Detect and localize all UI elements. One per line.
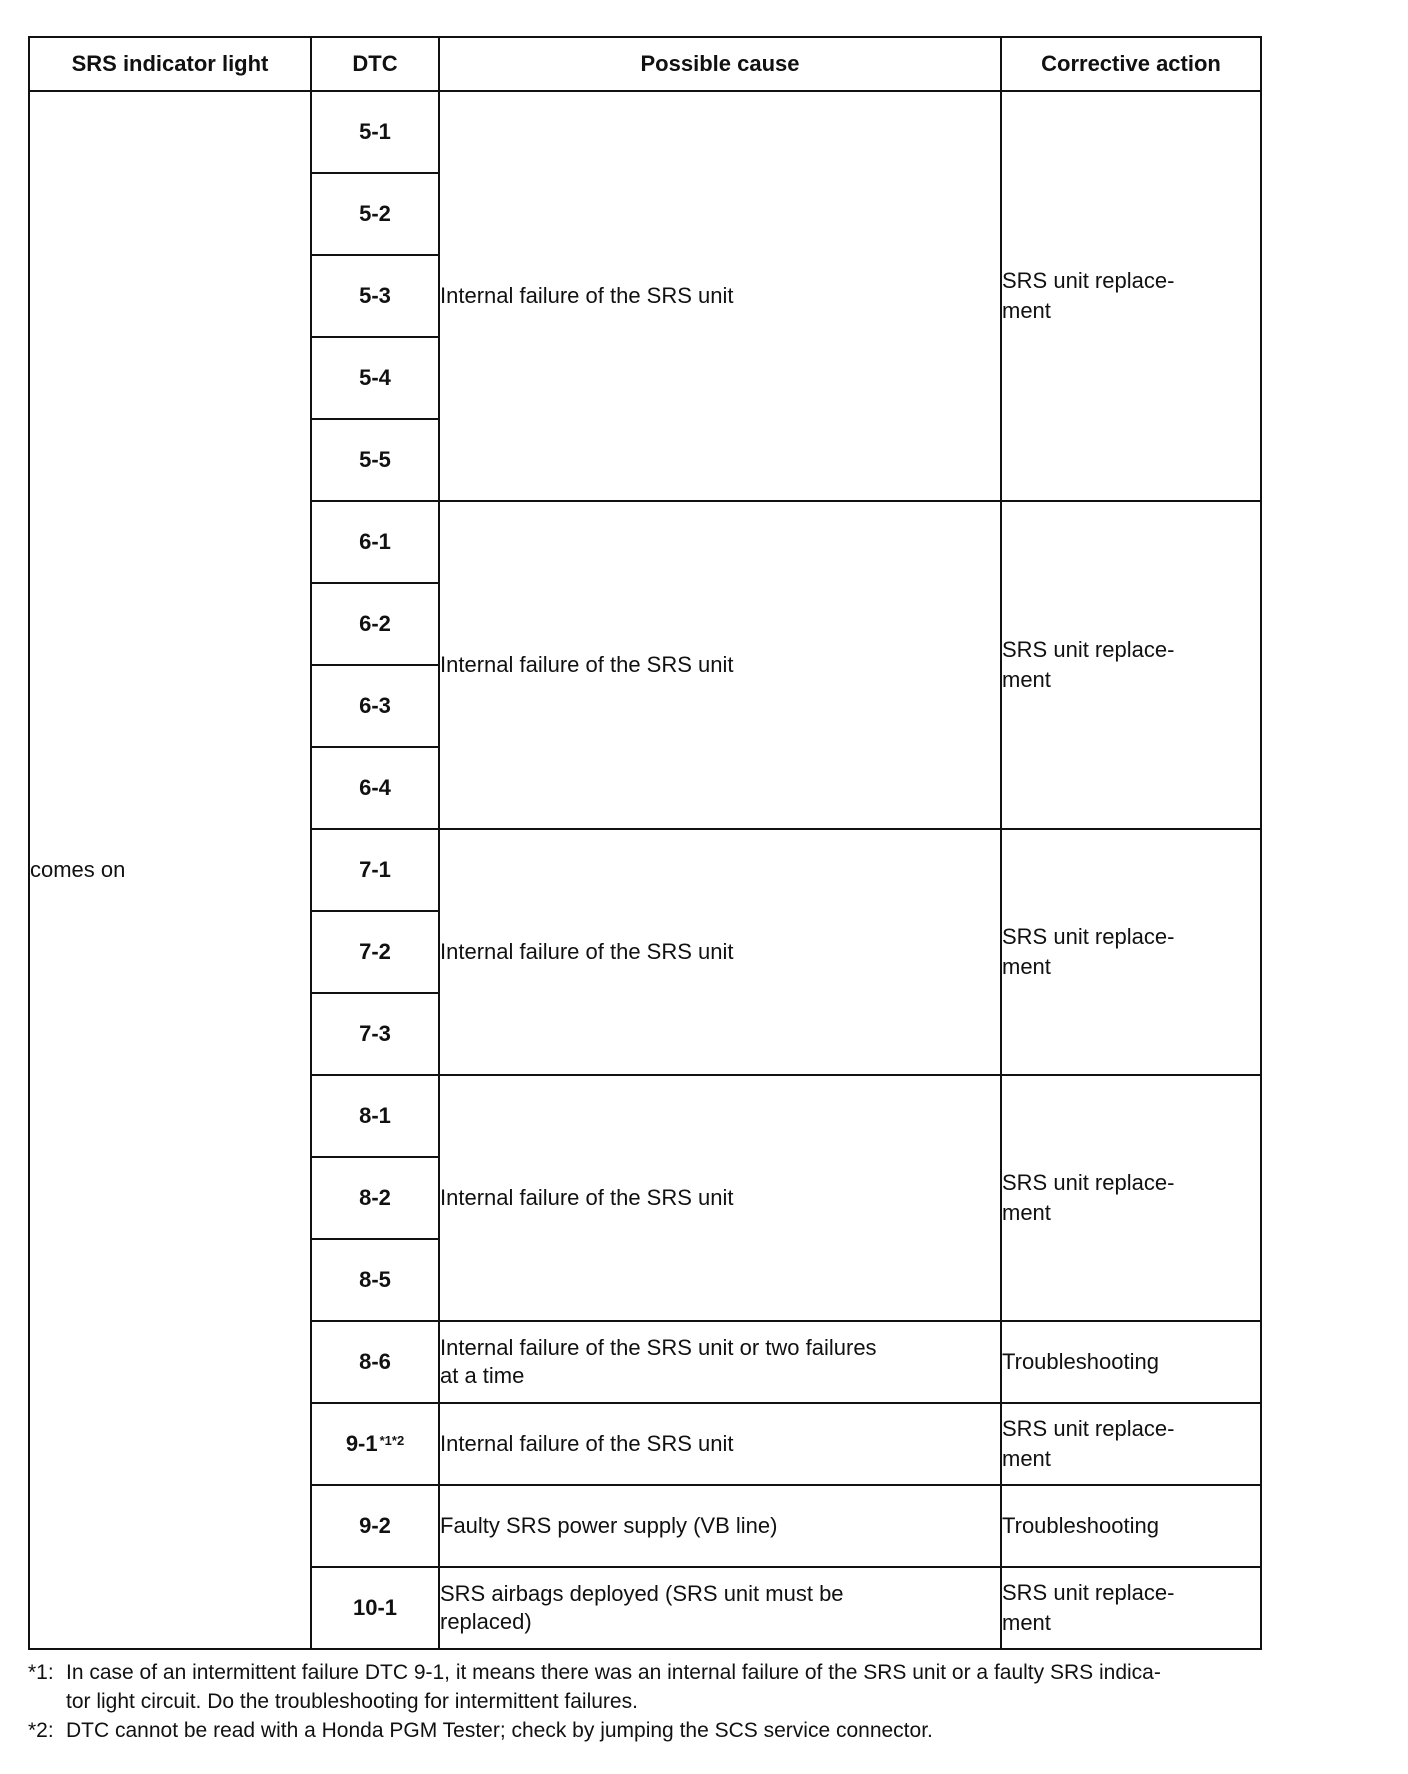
table-row	[29, 91, 1261, 173]
dtc-code: 5-3	[359, 283, 391, 308]
corrective-action-cell: SRS unit replace- ment	[1001, 501, 1261, 829]
possible-cause-cell: Internal failure of the SRS unit	[439, 91, 1001, 501]
dtc-cell	[311, 173, 439, 255]
dtc-cell	[311, 1239, 439, 1321]
dtc-cell	[311, 1485, 439, 1567]
dtc-cell	[311, 255, 439, 337]
dtc-cell	[311, 993, 439, 1075]
dtc-code: 8-6	[359, 1349, 391, 1374]
dtc-code: 5-1	[359, 119, 391, 144]
dtc-cell	[311, 829, 439, 911]
dtc-cell	[311, 1157, 439, 1239]
footnotes	[28, 1658, 1260, 1745]
corrective-action-cell: SRS unit replace- ment	[1001, 1567, 1261, 1649]
indicator-status-cell: comes on	[29, 91, 311, 1649]
footnote-2-text: DTC cannot be read with a Honda PGM Tester; check by jumping the SCS service connector.	[66, 1719, 933, 1742]
dtc-cell	[311, 1321, 439, 1403]
dtc-code: 7-2	[359, 939, 391, 964]
corrective-action-cell: SRS unit replace- ment	[1001, 829, 1261, 1075]
corrective-action-cell: SRS unit replace- ment	[1001, 1075, 1261, 1321]
dtc-cell	[311, 583, 439, 665]
dtc-cell	[311, 337, 439, 419]
dtc-code: 8-5	[359, 1267, 391, 1292]
footnote-1-text: In case of an intermittent failure DTC 9-1, it means there was an internal failure of the SRS unit or a faulty SRS indica- tor light circuit. Do the troubleshooting for intermittent failures.	[66, 1661, 1161, 1713]
footnote-1-mark: *1:	[28, 1661, 54, 1684]
possible-cause-cell: Internal failure of the SRS unit	[439, 1075, 1001, 1321]
corrective-action-cell: Troubleshooting	[1001, 1485, 1261, 1567]
possible-cause-cell: Internal failure of the SRS unit	[439, 1403, 1001, 1485]
document	[28, 36, 1260, 1745]
dtc-cell	[311, 91, 439, 173]
dtc-cell	[311, 419, 439, 501]
footnote-1	[28, 1658, 1260, 1716]
possible-cause-cell: Faulty SRS power supply (VB line)	[439, 1485, 1001, 1567]
dtc-code: 8-2	[359, 1185, 391, 1210]
dtc-cell	[311, 911, 439, 993]
possible-cause-cell: Internal failure of the SRS unit	[439, 829, 1001, 1075]
table-body	[29, 91, 1261, 1649]
possible-cause-cell: Internal failure of the SRS unit or two failures at a time	[439, 1321, 1001, 1403]
dtc-code: 6-1	[359, 529, 391, 554]
header-dtc: DTC	[311, 37, 439, 91]
header-srs-indicator-light: SRS indicator light	[29, 37, 311, 91]
dtc-code: 5-2	[359, 201, 391, 226]
dtc-code: 7-1	[359, 857, 391, 882]
dtc-cell	[311, 1567, 439, 1649]
dtc-code: 5-4	[359, 365, 391, 390]
dtc-code: 6-4	[359, 775, 391, 800]
dtc-code: 7-3	[359, 1021, 391, 1046]
corrective-action-cell: SRS unit replace- ment	[1001, 91, 1261, 501]
dtc-code: 9-2	[359, 1513, 391, 1538]
possible-cause-cell: Internal failure of the SRS unit	[439, 501, 1001, 829]
dtc-table	[28, 36, 1262, 1650]
dtc-cell	[311, 1075, 439, 1157]
dtc-code: 8-1	[359, 1103, 391, 1128]
dtc-footnote-ref: *1*2	[379, 1433, 405, 1448]
dtc-code: 6-2	[359, 611, 391, 636]
corrective-action-cell: Troubleshooting	[1001, 1321, 1261, 1403]
header-row	[29, 37, 1261, 91]
dtc-code: 6-3	[359, 693, 391, 718]
dtc-cell	[311, 747, 439, 829]
dtc-code: 10-1	[352, 1595, 398, 1620]
corrective-action-cell: SRS unit replace- ment	[1001, 1403, 1261, 1485]
possible-cause-cell: SRS airbags deployed (SRS unit must be replaced)	[439, 1567, 1001, 1649]
dtc-code: 5-5	[359, 447, 391, 472]
header-possible-cause: Possible cause	[439, 37, 1001, 91]
footnote-2	[28, 1716, 1260, 1745]
header-corrective-action: Corrective action	[1001, 37, 1261, 91]
dtc-cell	[311, 501, 439, 583]
dtc-cell	[311, 1403, 439, 1485]
dtc-cell	[311, 665, 439, 747]
dtc-code: 9-1	[345, 1431, 378, 1456]
footnote-2-mark: *2:	[28, 1719, 54, 1742]
